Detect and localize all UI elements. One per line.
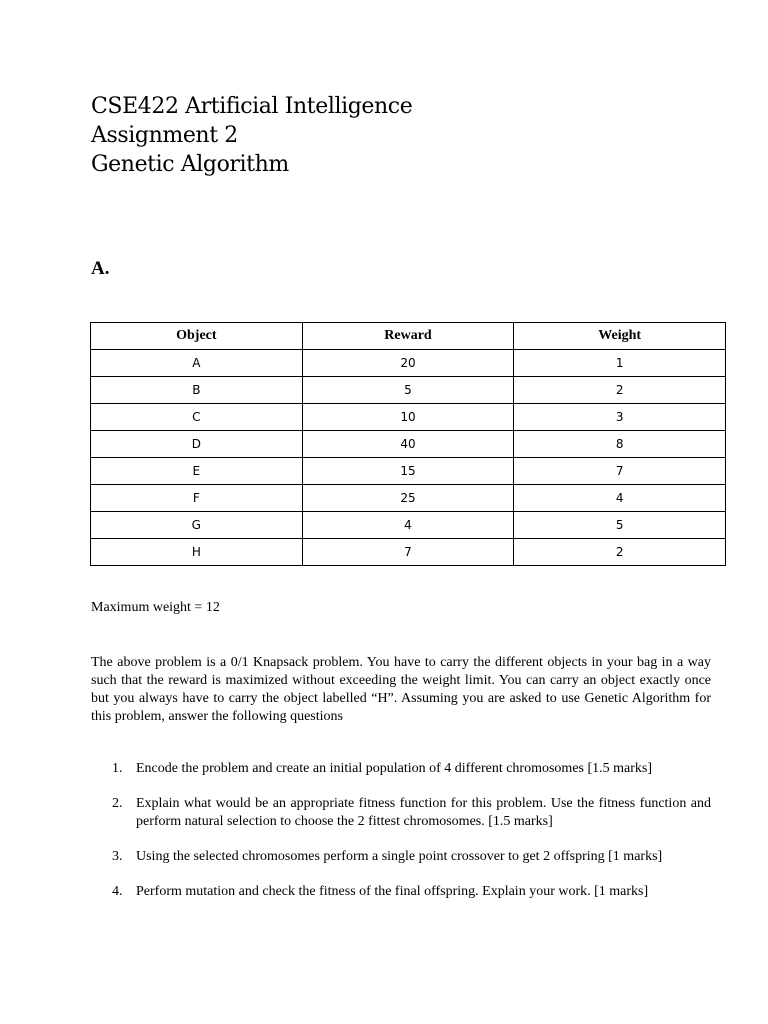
- section-heading: A.: [91, 258, 110, 279]
- cell-object: B: [91, 377, 303, 404]
- cell-weight: 8: [514, 431, 726, 458]
- table-row: [91, 458, 726, 485]
- cell-weight: 5: [514, 512, 726, 539]
- list-item: [91, 848, 711, 866]
- table-row: [91, 350, 726, 377]
- cell-object: C: [91, 404, 303, 431]
- title-assignment: Assignment 2: [91, 123, 238, 148]
- question-text: Perform mutation and check the fitness of the final offspring. Explain your work. [1 marks]: [136, 884, 649, 899]
- question-text: Encode the problem and create an initial population of 4 different chromosomes [1.5 marks]: [136, 761, 653, 776]
- list-item: [91, 795, 711, 831]
- cell-object: G: [91, 512, 303, 539]
- list-item: [91, 760, 711, 778]
- problem-description: The above problem is a 0/1 Knapsack problem. You have to carry the different objects in your bag in a way such that the reward is maximized without exceeding the weight limit. You can carry an object exactly once but you always have to carry the object labelled “H”. Assuming you are asked to use Genetic Algorithm for this problem, answer the following questions: [91, 655, 711, 724]
- cell-weight: 2: [514, 539, 726, 566]
- cell-reward: 15: [302, 458, 514, 485]
- table-row: [91, 431, 726, 458]
- table-row: [91, 377, 726, 404]
- table-row: [91, 512, 726, 539]
- table-row: [91, 485, 726, 512]
- table-row: [91, 539, 726, 566]
- column-header-weight: Weight: [514, 323, 726, 350]
- cell-weight: 7: [514, 458, 726, 485]
- cell-weight: 4: [514, 485, 726, 512]
- cell-reward: 20: [302, 350, 514, 377]
- column-header-object: Object: [91, 323, 303, 350]
- cell-reward: 25: [302, 485, 514, 512]
- cell-object: H: [91, 539, 303, 566]
- question-text: Using the selected chromosomes perform a single point crossover to get 2 offspring [1 marks]: [136, 849, 663, 864]
- cell-reward: 40: [302, 431, 514, 458]
- max-weight-text: Maximum weight = 12: [91, 600, 220, 615]
- cell-weight: 2: [514, 377, 726, 404]
- question-number: 4.: [112, 884, 123, 899]
- question-number: 2.: [112, 796, 123, 811]
- question-list: [91, 760, 711, 918]
- cell-reward: 4: [302, 512, 514, 539]
- cell-object: E: [91, 458, 303, 485]
- cell-reward: 5: [302, 377, 514, 404]
- cell-reward: 7: [302, 539, 514, 566]
- cell-weight: 3: [514, 404, 726, 431]
- cell-object: F: [91, 485, 303, 512]
- table-header-row: [91, 323, 726, 350]
- objects-table: [90, 322, 726, 566]
- cell-reward: 10: [302, 404, 514, 431]
- table-row: [91, 404, 726, 431]
- question-number: 3.: [112, 849, 123, 864]
- question-number: 1.: [112, 761, 123, 776]
- cell-object: A: [91, 350, 303, 377]
- title-course: CSE422 Artificial Intelligence: [91, 94, 413, 119]
- document-title: [91, 92, 412, 179]
- cell-object: D: [91, 431, 303, 458]
- column-header-reward: Reward: [302, 323, 514, 350]
- cell-weight: 1: [514, 350, 726, 377]
- title-topic: Genetic Algorithm: [91, 152, 289, 177]
- question-text: Explain what would be an appropriate fitness function for this problem. Use the fitness function and perform natural selection to choose the 2 fittest chromosomes. [1.5 marks]: [136, 796, 711, 829]
- list-item: [91, 883, 711, 901]
